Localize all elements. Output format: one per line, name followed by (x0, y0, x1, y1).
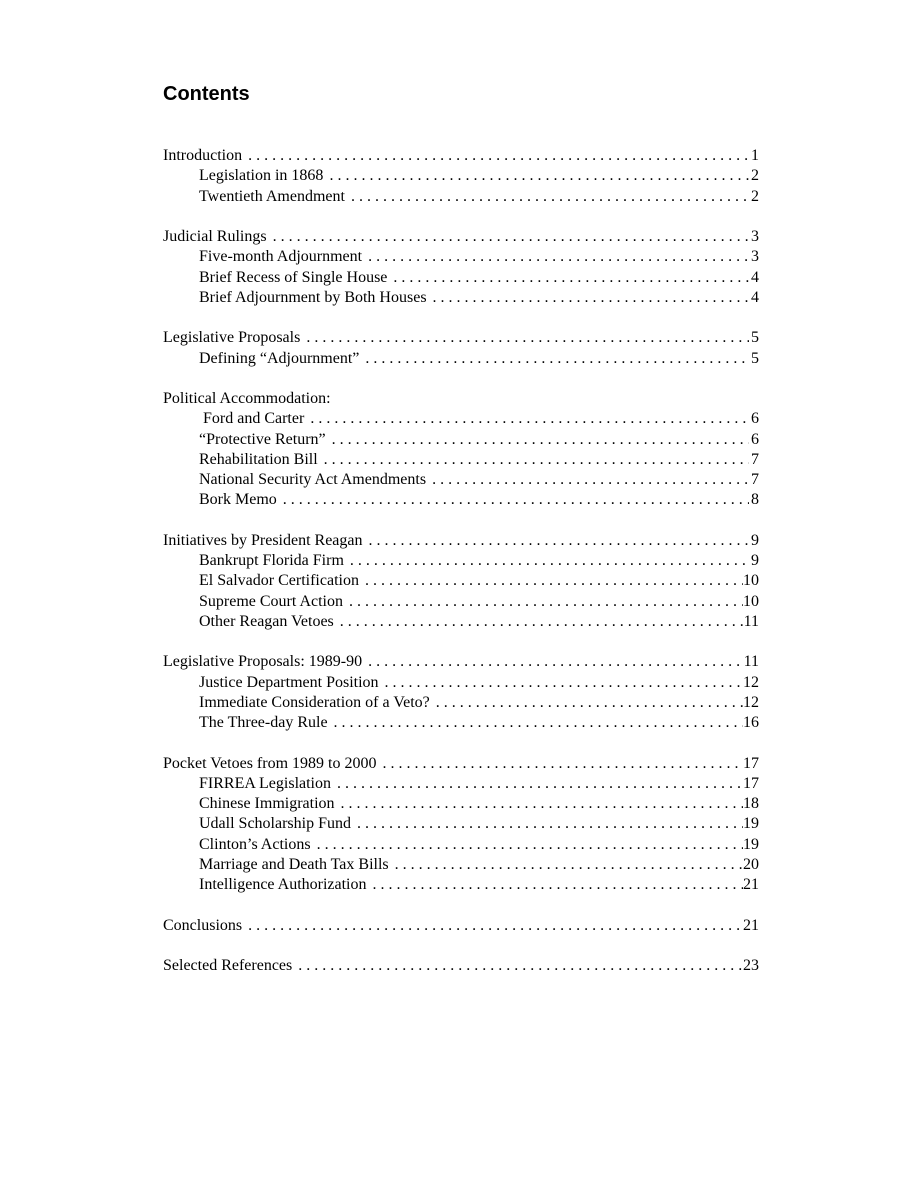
toc-dot-leader (426, 470, 749, 490)
toc-entry-label: Supreme Court Action (199, 592, 343, 610)
toc-dot-leader (427, 288, 749, 308)
toc-page-number: 10 (743, 572, 759, 590)
toc-entry-label: Marriage and Death Tax Bills (199, 855, 389, 873)
toc-page-number: 20 (743, 855, 759, 873)
toc-dot-leader (311, 835, 743, 855)
toc-page-number: 10 (743, 592, 759, 610)
toc-subentry[interactable] (163, 247, 759, 267)
toc-dot-leader (335, 794, 743, 814)
toc-entry-label: Conclusions (163, 916, 243, 934)
toc-entry-label: Political Accommodation: (163, 390, 331, 407)
toc-dot-leader (359, 349, 749, 369)
table-of-contents (163, 146, 759, 976)
toc-subentry[interactable] (163, 430, 759, 450)
toc-entry-label: Immediate Consideration of a Veto? (199, 693, 430, 711)
toc-page-number: 12 (743, 693, 759, 711)
toc-subentry[interactable] (163, 571, 759, 591)
toc-subentry[interactable] (163, 713, 759, 733)
toc-dot-leader (430, 693, 743, 713)
toc-dot-leader (304, 409, 749, 429)
toc-subentry[interactable] (163, 592, 759, 612)
toc-entry-label: Selected References (163, 957, 293, 974)
toc-dot-leader (328, 713, 743, 733)
toc-page-number: 17 (743, 754, 759, 772)
toc-subentry[interactable] (163, 693, 759, 713)
toc-entry[interactable] (163, 328, 759, 348)
toc-dot-leader (351, 814, 743, 834)
toc-dot-leader (376, 754, 743, 774)
toc-entry-label: Bankrupt Florida Firm (199, 552, 344, 569)
toc-entry[interactable] (163, 389, 759, 409)
toc-page-number: 17 (743, 774, 759, 792)
toc-page-number: 9 (751, 552, 759, 569)
toc-dot-leader (331, 774, 743, 794)
toc-dot-leader (318, 450, 749, 470)
toc-subentry[interactable] (163, 288, 759, 308)
toc-page-number: 4 (751, 288, 759, 306)
toc-page-number: 1 (751, 147, 759, 164)
toc-page-number: 7 (751, 471, 759, 488)
toc-subentry[interactable] (163, 875, 759, 895)
toc-dot-leader (362, 652, 744, 672)
toc-entry[interactable] (163, 531, 759, 551)
toc-page-number: 3 (751, 248, 759, 266)
toc-entry-label: Five-month Adjournment (199, 248, 363, 266)
toc-subentry[interactable] (163, 551, 759, 571)
toc-subentry[interactable] (163, 187, 759, 207)
toc-page-number: 2 (751, 187, 759, 205)
toc-dot-leader (363, 531, 749, 551)
toc-page-number: 19 (743, 815, 759, 833)
toc-dot-leader (389, 855, 743, 875)
toc-subentry[interactable] (163, 450, 759, 470)
toc-page-number: 8 (751, 491, 759, 509)
toc-entry-label: FIRREA Legislation (199, 774, 331, 792)
toc-dot-leader (242, 146, 749, 166)
toc-subentry[interactable] (163, 814, 759, 834)
toc-entry[interactable] (163, 227, 759, 247)
toc-dot-leader (300, 328, 749, 348)
toc-page-number: 12 (743, 673, 759, 691)
toc-page-number: 2 (751, 167, 759, 185)
toc-page-number: 4 (751, 268, 759, 286)
toc-entry-label: Udall Scholarship Fund (199, 815, 351, 833)
toc-page-number: 23 (743, 957, 759, 974)
toc-entry-label: National Security Act Amendments (199, 471, 427, 488)
toc-entry-label: Rehabilitation Bill (199, 450, 318, 468)
toc-dot-leader (362, 247, 749, 267)
toc-dot-leader (359, 571, 743, 591)
toc-entry-label: Judicial Rulings (163, 228, 267, 245)
toc-entry[interactable] (163, 956, 759, 976)
toc-dot-leader (379, 673, 743, 693)
toc-entry-label: Initiatives by President Reagan (163, 531, 363, 549)
toc-entry-label: Legislative Proposals: 1989-90 (163, 653, 363, 671)
toc-page-number: 11 (743, 612, 759, 630)
toc-dot-leader (292, 956, 743, 976)
toc-entry[interactable] (163, 754, 759, 774)
toc-page-number: 18 (743, 795, 759, 812)
toc-subentry[interactable] (163, 612, 759, 632)
toc-subentry[interactable] (163, 409, 759, 429)
toc-dot-leader (334, 612, 744, 632)
toc-entry-label: The Three-day Rule (199, 714, 328, 731)
page-title: Contents (163, 83, 250, 105)
toc-dot-leader (323, 166, 749, 186)
toc-entry-label: Pocket Vetoes from 1989 to 2000 (163, 754, 377, 772)
toc-page-number: 9 (751, 531, 759, 549)
toc-entry-label: Twentieth Amendment (199, 187, 345, 205)
toc-dot-leader (277, 490, 749, 510)
toc-entry-label: El Salvador Certification (199, 572, 359, 590)
toc-page-number: 16 (743, 714, 759, 731)
toc-subentry[interactable] (163, 673, 759, 693)
toc-dot-leader (345, 187, 749, 207)
toc-page-number: 19 (743, 835, 759, 853)
toc-entry-label: Other Reagan Vetoes (199, 612, 334, 630)
toc-entry[interactable] (163, 146, 759, 166)
toc-entry-label: Intelligence Authorization (199, 876, 367, 893)
toc-dot-leader (242, 916, 743, 936)
toc-subentry[interactable] (163, 349, 759, 369)
toc-entry-label: Defining “Adjournment” (199, 349, 360, 367)
toc-page-number: 6 (751, 430, 759, 448)
toc-page-number: 3 (751, 228, 759, 245)
toc-page-number: 5 (751, 349, 759, 367)
toc-entry-label: Brief Recess of Single House (199, 268, 388, 286)
toc-entry-label: Brief Adjournment by Both Houses (199, 288, 427, 306)
toc-entry-label: “Protective Return” (199, 430, 326, 448)
toc-dot-leader (267, 227, 749, 247)
toc-subentry[interactable] (163, 774, 759, 794)
toc-subentry[interactable] (163, 490, 759, 510)
toc-entry-label: Legislation in 1868 (199, 167, 324, 185)
toc-dot-leader (367, 875, 744, 895)
toc-subentry[interactable] (163, 166, 759, 186)
toc-subentry[interactable] (163, 794, 759, 814)
toc-entry-label: Bork Memo (199, 491, 277, 509)
toc-entry[interactable] (163, 652, 759, 672)
toc-entry-label: Chinese Immigration (199, 795, 335, 812)
toc-page-number: 21 (743, 876, 759, 893)
toc-dot-leader (344, 551, 749, 571)
toc-page-number: 6 (751, 410, 759, 428)
toc-entry-label: Introduction (163, 147, 243, 164)
toc-page-number: 11 (743, 653, 759, 671)
toc-dot-leader (326, 430, 749, 450)
toc-dot-leader (387, 268, 749, 288)
toc-dot-leader (343, 592, 743, 612)
toc-entry-label: Legislative Proposals (163, 329, 301, 347)
toc-subentry[interactable] (163, 835, 759, 855)
toc-page-number: 7 (751, 450, 759, 468)
toc-subentry[interactable] (163, 855, 759, 875)
toc-entry[interactable] (163, 916, 759, 936)
toc-subentry[interactable] (163, 268, 759, 288)
toc-entry-label: Clinton’s Actions (199, 835, 311, 853)
toc-entry-label: Justice Department Position (199, 673, 379, 691)
toc-subentry[interactable] (163, 470, 759, 490)
toc-page-number: 5 (751, 329, 759, 347)
toc-page-number: 21 (743, 916, 759, 934)
toc-entry-label: Ford and Carter (203, 410, 305, 428)
